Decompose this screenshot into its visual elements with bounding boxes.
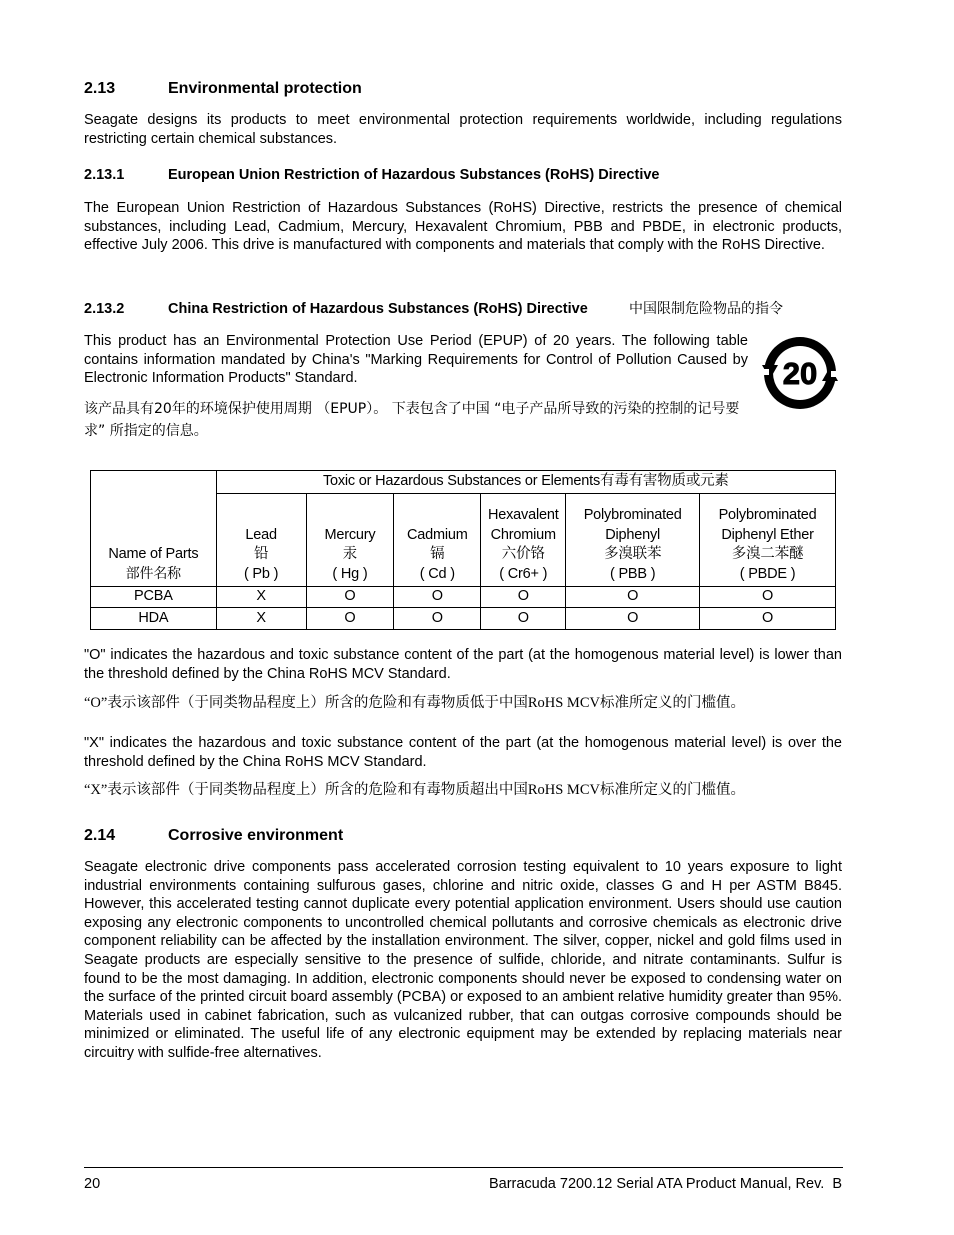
table-row (91, 608, 836, 630)
section-number: 2.13.2 (84, 301, 125, 317)
section-title: China Restriction of Hazardous Substances (RoHS) Directive (168, 301, 588, 317)
o-note-chinese: “O”表示该部件（于同类物品程度上）所含的危险和有毒物质低于中国RoHS MCV标准所定义的门槛值。 (84, 695, 745, 711)
table-cell: O (306, 587, 394, 608)
section-2-13-1-body: The European Union Restriction of Hazardous Substances (RoHS) Directive, restricts the presence of chemical substances, including Lead, Cadmium, Mercury, Hexavalent Chromium, PBB and PBDE, in electronic products, effective July 2006. This drive is manufactured with components and materials that comply with the RoHS Directive. (84, 200, 842, 254)
section-title: Environmental protection (168, 80, 362, 97)
footer-divider (84, 1167, 843, 1168)
column-header-cadmium (394, 494, 481, 587)
section-title-chinese: 中国限制危险物品的指令 (629, 301, 783, 317)
name-of-parts-header (91, 471, 217, 587)
o-note-english: "O" indicates the hazardous and toxic substance content of the part (at the homogenous material level) is lower than the threshold defined by the China RoHS MCV Standard. (84, 647, 842, 682)
col-en: Lead (245, 526, 277, 543)
table-cell: O (481, 587, 566, 608)
column-header-mercury (306, 494, 394, 587)
epup-logo-number: 20 (782, 356, 818, 391)
section-number: 2.14 (84, 827, 116, 844)
col-cn: 多溴联苯 (604, 546, 662, 562)
col-en: Cadmium (407, 526, 468, 543)
substances-group-header: Toxic or Hazardous Substances or Elements有毒有害物质或元素 (216, 471, 835, 494)
section-2-14-body: Seagate electronic drive components pass accelerated corrosion testing equivalent to 10 years exposure to light industrial environments containing sulfurous gases, chlorine and nitric oxide, classes G and H per ASTM B845. However, this accelerated testing cannot duplicate every potential application environment. Users should use caution exposing any electronic components to uncontrolled chemical pollutants and corrosive chemicals as electronic drive component reliability can be affected by the installation environment. The silver, copper, nickel and gold films used in Seagate products are especially sensitive to the presence of sulfide, chloride, and nitrate contaminants. Sulfur is found to be the most damaging. In addition, electronic components should never be exposed to condensing water on the surface of the printed circuit board assembly (PCBA) or exposed to an ambient relative humidity greater than 95%. Materials used in cabinet fabrication, such as vulcanized rubber, that can outgas corrosive compounds should be minimized or eliminated. The useful life of any electronic equipment may be extended by replacing materials near circuitry with sulfide-free alternatives. (84, 859, 842, 1061)
column-header-pbb (566, 494, 700, 587)
recycle-arrows-icon (759, 335, 841, 411)
column-header-pbde (700, 494, 836, 587)
epup-20-logo (759, 335, 841, 411)
col-cn: 汞 (342, 546, 358, 562)
name-header-en: Name of Parts (108, 546, 199, 562)
col-symbol: ( Cd ) (419, 565, 455, 582)
page-number: 20 (84, 1176, 101, 1192)
section-2-13-body: Seagate designs its products to meet environmental protection requirements worldwide, including regulations restricting certain chemical substances. (84, 112, 842, 147)
col-en-2: Diphenyl Ether (721, 526, 814, 543)
part-name-cell: PCBA (91, 587, 217, 608)
col-cn: 铅 (253, 546, 269, 562)
table-cell: O (566, 608, 700, 630)
table-cell: O (700, 587, 836, 608)
col-en: Mercury (324, 526, 376, 543)
col-en: Polybrominated (718, 507, 817, 523)
column-header-lead (216, 494, 306, 587)
col-en: Hexavalent (487, 507, 559, 523)
table-cell: O (306, 608, 394, 630)
section-2-13-2-body-chinese: 该产品具有20年的环境保护使用周期 （EPUP）。 下表包含了中国 “电子产品所导致的污染的控制的记号要求” 所指定的信息。 (84, 401, 740, 439)
column-header-hexavalent-chromium (481, 494, 566, 587)
document-title: Barracuda 7200.12 Serial ATA Product Manual, Rev. B (488, 1176, 842, 1192)
table-cell: O (566, 587, 700, 608)
table-cell: O (481, 608, 566, 630)
col-en-2: Chromium (490, 526, 556, 543)
col-en: Polybrominated (583, 507, 682, 523)
section-2-13-2-body: This product has an Environmental Protection Use Period (EPUP) of 20 years. The following table contains information mandated by China's "Marking Requirements for Control of Pollution Caused by Electronic Information Products" Standard. (84, 333, 748, 387)
col-symbol: ( PBB ) (610, 565, 656, 582)
section-2-13-1-heading (84, 167, 844, 185)
table-cell: X (216, 608, 306, 630)
table-row (91, 587, 836, 608)
section-title: European Union Restriction of Hazardous Substances (RoHS) Directive (168, 167, 660, 183)
rohs-substance-table (90, 470, 836, 630)
x-note-english: "X" indicates the hazardous and toxic substance content of the part (at the homogenous material level) is over the threshold defined by the China RoHS MCV Standard. (84, 735, 842, 770)
section-title: Corrosive environment (168, 827, 344, 844)
col-cn: 镉 (430, 546, 445, 562)
table-cell: O (700, 608, 836, 630)
table-cell: O (394, 587, 481, 608)
section-number: 2.13 (84, 80, 116, 97)
col-en-2: Diphenyl (605, 526, 661, 543)
section-2-14-heading (84, 827, 844, 847)
name-header-cn: 部件名称 (125, 565, 181, 582)
col-cn: 多溴二苯醚 (731, 546, 804, 562)
col-symbol: ( PBDE ) (739, 565, 796, 582)
x-note-chinese: “X”表示该部件（于同类物品程度上）所含的危险和有毒物质超出中国RoHS MCV标准所定义的门槛值。 (84, 782, 745, 798)
part-name-cell: HDA (91, 608, 217, 630)
col-symbol: ( Cr6+ ) (499, 565, 548, 582)
section-2-13-heading (84, 80, 844, 100)
col-symbol: ( Pb ) (243, 565, 279, 582)
col-cn: 六价铬 (501, 546, 545, 562)
section-2-13-2-heading (84, 300, 844, 320)
table-cell: X (216, 587, 306, 608)
table-cell: O (394, 608, 481, 630)
section-number: 2.13.1 (84, 167, 125, 183)
col-symbol: ( Hg ) (332, 565, 368, 582)
